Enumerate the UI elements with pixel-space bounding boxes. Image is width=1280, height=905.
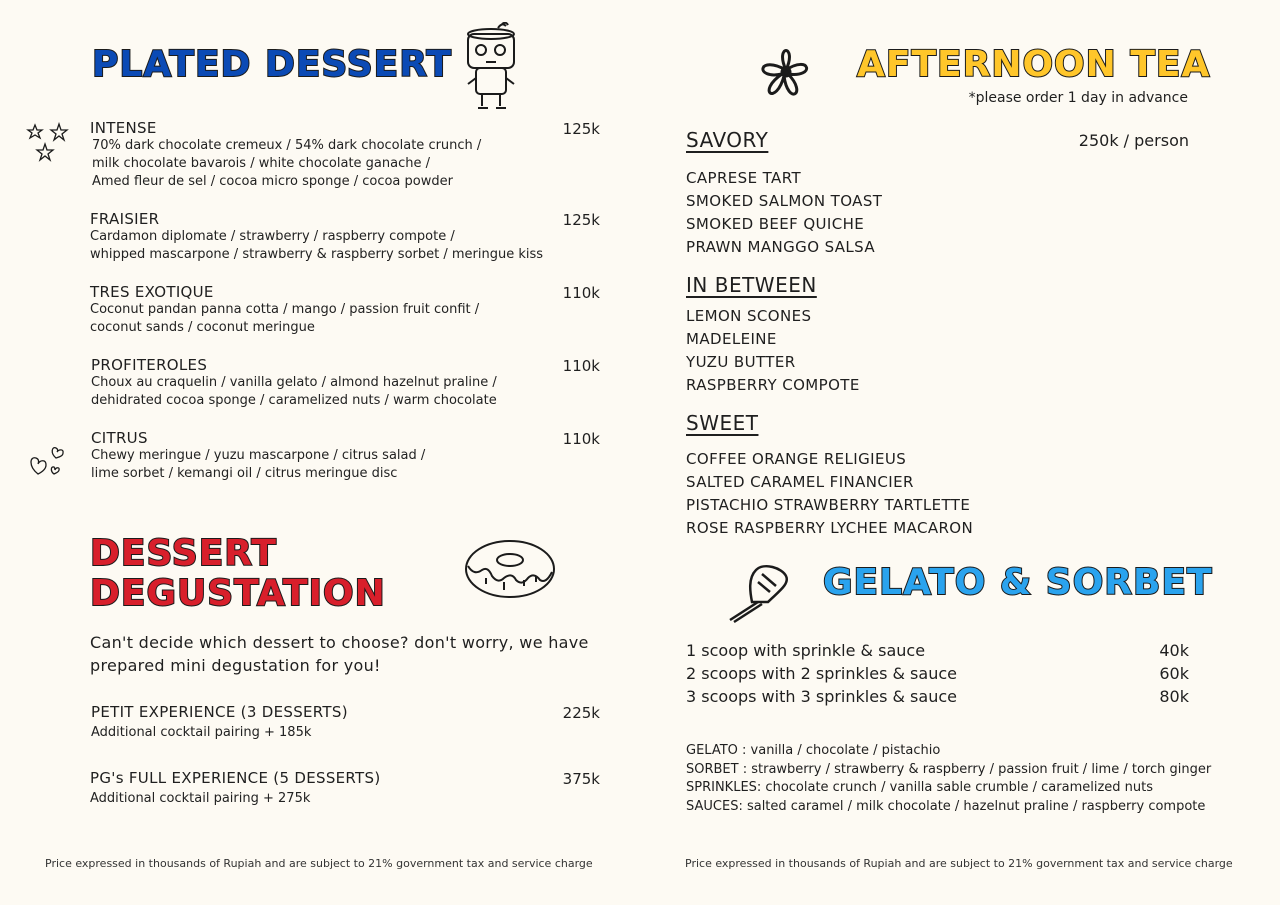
donut-doodle-icon [464,538,556,600]
list-item: YUZU BUTTER [686,353,796,371]
advance-order-note: *please order 1 day in advance [968,90,1188,106]
item-price: 110k [562,284,600,302]
item-desc-line: whipped mascarpone / strawberry & raspberry sorbet / meringue kiss [90,247,544,262]
flavor-line: SPRINKLES: chocolate crunch / vanilla sable crumble / caramelized nuts [686,780,1154,795]
item-price: 110k [562,357,600,375]
plated-item [90,119,600,191]
afternoon-price: 250k / person [1078,131,1189,150]
intro-line: Can't decide which dessert to choose? don't worry, we have [90,633,589,652]
item-desc-line: coconut sands / coconut meringue [90,320,315,335]
item-name: CITRUS [91,429,148,447]
afternoon-tea-title: AFTERNOON TEA [857,44,1211,85]
item-price: 125k [562,120,600,138]
item-desc-line: milk chocolate bavarois / white chocolate ganache / [92,156,430,171]
item-desc-line: Cardamon diplomate / strawberry / raspberry compote / [90,229,455,244]
list-item: SALTED CARAMEL FINANCIER [686,473,914,491]
item-desc-line: Amed fleur de sel / cocoa micro sponge / cocoa powder [92,174,453,189]
robot-doodle-icon [462,22,524,112]
degustation-item [90,769,600,808]
item-desc-line: dehidrated cocoa sponge / caramelized nuts / warm chocolate [91,393,497,408]
item-desc-line: Chewy meringue / yuzu mascarpone / citrus salad / [91,448,426,463]
option-price: 40k [1159,641,1189,660]
item-name: PETIT EXPERIENCE (3 DESSERTS) [91,703,348,721]
flavor-line: SORBET : strawberry / strawberry & raspberry / passion fruit / lime / torch ginger [686,761,1212,777]
list-item: RASPBERRY COMPOTE [686,376,860,394]
item-name: FRAISIER [90,210,160,228]
gelato-option-row [686,641,1189,664]
list-item: COFFEE ORANGE RELIGIEUS [686,450,907,468]
item-name: PG's FULL EXPERIENCE (5 DESSERTS) [90,769,381,787]
item-desc-line: Choux au craquelin / vanilla gelato / almond hazelnut praline / [91,375,497,390]
plated-item [90,283,600,337]
flower-doodle-icon [750,40,822,108]
gelato-option-row [686,687,1189,710]
item-name: TRES EXOTIQUE [90,283,214,301]
list-item: PISTACHIO STRAWBERRY TARTLETTE [686,496,971,514]
degustation-title [90,534,386,614]
list-item: LEMON SCONES [686,307,812,325]
hearts-doodle-icon [28,444,68,478]
popsicle-doodle-icon [722,562,792,624]
option-label: 1 scoop with sprinkle & sauce [686,641,926,660]
in-between-list [686,305,860,397]
item-name: INTENSE [90,119,157,137]
option-price: 60k [1159,664,1189,683]
flavor-line: GELATO : vanilla / chocolate / pistachio [686,743,941,758]
item-note: Additional cocktail pairing + 185k [91,725,312,740]
footer-note-left: Price expressed in thousands of Rupiah and are subject to 21% government tax and service charge [45,857,593,870]
section-heading-in-between: IN BETWEEN [686,273,817,297]
gelato-sorbet-title: GELATO & SORBET [823,562,1213,603]
degustation-intro [90,631,589,677]
footer-note-right: Price expressed in thousands of Rupiah and are subject to 21% government tax and service charge [685,857,1233,870]
item-desc-line: Coconut pandan panna cotta / mango / passion fruit confit / [90,302,480,317]
item-name: PROFITEROLES [91,356,208,374]
section-heading-sweet: SWEET [686,411,759,435]
degustation-title-line1: DESSERT [90,533,277,574]
option-label: 2 scoops with 2 sprinkles & sauce [686,664,957,683]
list-item: SMOKED SALMON TOAST [686,192,883,210]
degustation-title-line2: DEGUSTATION [90,573,386,614]
sweet-list [686,448,973,540]
intro-line: prepared mini degustation for you! [90,656,381,675]
item-price: 110k [562,430,600,448]
list-item: SMOKED BEEF QUICHE [686,215,865,233]
section-heading-savory: SAVORY [686,128,769,152]
item-desc-line: lime sorbet / kemangi oil / citrus meringue disc [91,466,398,481]
item-note: Additional cocktail pairing + 275k [90,791,311,806]
option-label: 3 scoops with 3 sprinkles & sauce [686,687,957,706]
plated-dessert-title: PLATED DESSERT [92,44,452,85]
list-item: MADELEINE [686,330,777,348]
flavor-list [686,742,1211,816]
list-item: ROSE RASPBERRY LYCHEE MACARON [686,519,974,537]
plated-item [90,210,600,264]
item-price: 375k [562,770,600,788]
stars-doodle-icon [26,122,72,168]
item-price: 225k [562,704,600,722]
gelato-option-row [686,664,1189,687]
list-item: CAPRESE TART [686,169,802,187]
flavor-line: SAUCES: salted caramel / milk chocolate / hazelnut praline / raspberry compote [686,798,1206,814]
plated-item [91,356,600,410]
degustation-item [91,703,600,742]
item-desc-line: 70% dark chocolate cremeux / 54% dark chocolate crunch / [92,138,482,153]
list-item: PRAWN MANGGO SALSA [686,238,876,256]
gelato-options [686,641,1189,710]
plated-item [91,429,600,483]
option-price: 80k [1159,687,1189,706]
item-price: 125k [562,211,600,229]
savory-list [686,167,882,259]
